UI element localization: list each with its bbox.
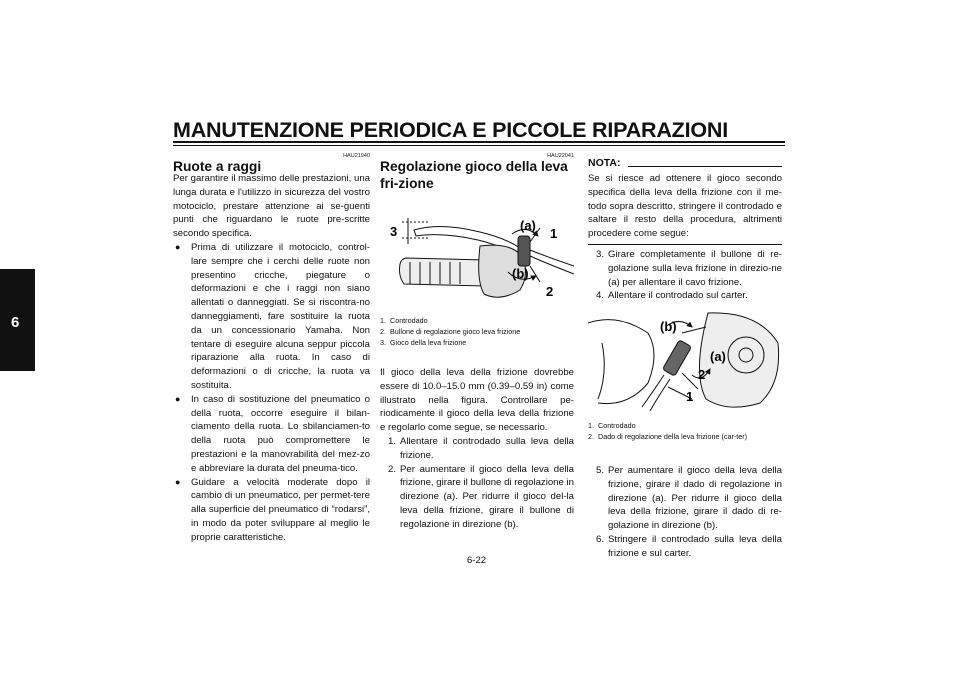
page-number: 6-22 bbox=[467, 555, 487, 566]
figure-callout-2: 2 bbox=[698, 367, 706, 382]
caption-number: 1. bbox=[588, 421, 594, 430]
steps-list bbox=[588, 248, 782, 303]
step-text: Per aumentare il gioco della leva della frizione, girare il bullone di regolazione in direzione (a). Per ridurre il gioco del-la leva della frizione, girare il bullone di regolazione in direzione (b). bbox=[400, 463, 574, 530]
bullet-icon: ● bbox=[175, 393, 181, 404]
figure-callout-3: 3 bbox=[390, 224, 398, 239]
caption-number: 2. bbox=[380, 327, 386, 337]
clutch-lever-illustration bbox=[380, 198, 574, 310]
nota-end-rule bbox=[588, 244, 782, 245]
steps-list bbox=[588, 464, 782, 561]
step-number: 6. bbox=[596, 533, 605, 545]
list-item bbox=[588, 464, 782, 533]
header-rule bbox=[173, 141, 785, 143]
caption-item bbox=[380, 326, 574, 337]
bullet-icon: ● bbox=[175, 476, 181, 487]
nota-text: Se si riesce ad ottenere il gioco secondo specifica della leva della frizione con il me-todo sopra descritto, stringere il controdado e saltare il resto della procedura, altrimenti procedere come segue: bbox=[588, 173, 782, 240]
list-item bbox=[588, 289, 782, 303]
figure-caption bbox=[380, 315, 574, 349]
step-text: Girare completamente il bullone di re-golazione sulla leva frizione in direzio-ne (a) per allentare il cavo frizione. bbox=[608, 248, 782, 288]
list-item bbox=[380, 435, 574, 463]
caption-number: 1. bbox=[380, 316, 386, 325]
caption-item bbox=[380, 315, 574, 326]
list-item bbox=[588, 248, 782, 289]
step-text: Per aumentare il gioco della leva della frizione, girare il dado di regolazione in direzione (a). Per ridurre il gioco della leva della frizione, girare il dado di re-golazione in direzione (b). bbox=[608, 465, 782, 532]
nota-rule bbox=[628, 166, 782, 167]
bullet-text: In caso di sostituzione del pneumatico o della ruota, occorre eseguire il bilan-ciamento della ruota. Lo sbilanciamen-to della ruota può compromettere le prestazioni e la manovrabilità del mez-zo e abbreviare la durata del pneuma-tico. bbox=[191, 393, 370, 474]
caption-text: Controdado bbox=[390, 316, 428, 325]
step-number: 1. bbox=[388, 435, 397, 447]
step-text: Stringere il controdado sulla leva della frizione e sul carter. bbox=[608, 533, 782, 559]
caption-item bbox=[380, 337, 574, 348]
header-rule-thin bbox=[173, 145, 785, 146]
step-number: 2. bbox=[388, 463, 397, 475]
bullet-list bbox=[173, 241, 370, 545]
section-body bbox=[588, 464, 782, 561]
caption-item bbox=[588, 420, 782, 431]
nota-header bbox=[588, 157, 782, 171]
figure-label-a: (a) bbox=[520, 218, 536, 233]
body-paragraph: Il gioco della leva della frizione dovrebbe essere di 10.0–15.0 mm (0.39–0.59 in) come illustrato nella figura. Controllare pe-riodicamente il gioco della leva della frizione e regolarlo come segue, se necessario. bbox=[380, 367, 574, 434]
section-heading: Ruote a raggi bbox=[173, 159, 262, 174]
step-number: 5. bbox=[596, 465, 605, 476]
caption-item bbox=[588, 431, 782, 442]
step-text: Allentare il controdado sul carter. bbox=[608, 290, 748, 302]
nota-label: NOTA: bbox=[588, 157, 621, 169]
figure-label-a: (a) bbox=[710, 349, 726, 364]
figure-callout-1: 1 bbox=[686, 389, 694, 404]
figure-label-b: (b) bbox=[660, 319, 677, 334]
section-code: HAU21940 bbox=[343, 153, 370, 159]
caption-text: Gioco della leva frizione bbox=[390, 338, 467, 348]
bullet-text: Guidare a velocità moderate dopo il cambio di un pneumatico, per permet-tere alla superficie del pneumatico di “rodarsi”, in modo da poter sviluppare al meglio le proprie caratteristiche. bbox=[191, 476, 370, 543]
bullet-icon: ● bbox=[175, 241, 181, 252]
step-number: 4. bbox=[596, 290, 605, 302]
nota-body bbox=[588, 172, 782, 303]
section-code: HAU22041 bbox=[547, 153, 574, 159]
bullet-text: Prima di utilizzare il motociclo, control-lare sempre che i cerchi delle ruote non presentino cricche, piegature o deformazioni e che i raggi non siano allentati o danneggiati. Se si riscontra-no danneggiamenti, fare sostituire la ruota da un concessionario Yamaha. Non tentare di eseguire alcuna seppur piccola riparazione alla ruota. In caso di deformazioni o di cricche, la ruota va sostituita. bbox=[191, 241, 370, 391]
list-item bbox=[173, 476, 370, 545]
list-item bbox=[173, 393, 370, 476]
list-item bbox=[380, 463, 574, 532]
chapter-tab bbox=[0, 269, 35, 371]
caption-number: 3. bbox=[380, 338, 386, 348]
step-number: 3. bbox=[596, 248, 605, 260]
step-text: Allentare il controdado sulla leva della frizione. bbox=[400, 435, 574, 461]
caption-text: Dado di regolazione della leva frizione (car-ter) bbox=[598, 432, 748, 442]
list-item bbox=[173, 241, 370, 393]
figure-label-b: (b) bbox=[512, 266, 529, 281]
steps-list bbox=[380, 435, 574, 532]
caption-text: Bullone di regolazione gioco leva frizione bbox=[390, 327, 521, 337]
section-heading: Regolazione gioco della leva fri-zione bbox=[380, 159, 568, 191]
section-body bbox=[173, 172, 370, 545]
caption-number: 2. bbox=[588, 432, 594, 442]
intro-paragraph: Per garantire il massimo delle prestazioni, una lunga durata e l'utilizzo in sicurezza del vostro motociclo, prestare attenzione ai se-guenti punti che riguardano le ruote pre-scritte secondo specifica. bbox=[173, 173, 370, 240]
figure-callout-2: 2 bbox=[546, 284, 554, 299]
caption-text: Controdado bbox=[598, 421, 636, 430]
page-title: MANUTENZIONE PERIODICA E PICCOLE RIPARAZIONI bbox=[173, 118, 728, 142]
figure-callout-1: 1 bbox=[550, 226, 558, 241]
list-item bbox=[588, 533, 782, 561]
figure-caption bbox=[588, 420, 782, 442]
crankcase-adjuster-illustration bbox=[588, 303, 782, 415]
section-body bbox=[380, 366, 574, 532]
chapter-number: 6 bbox=[11, 314, 20, 331]
